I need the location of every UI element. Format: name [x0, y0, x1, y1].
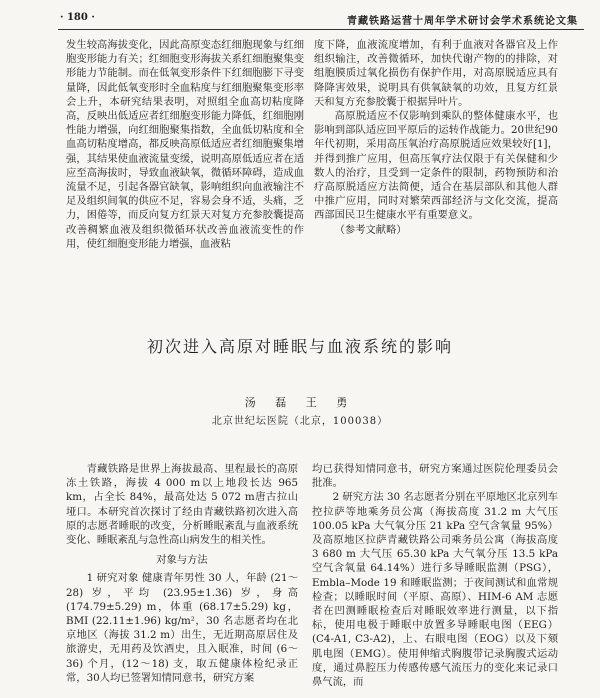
prev-article-conclusion: 高原脱适应不仅影响到乘队的整体健康水平，也影响到部队适应回平原后的运转作战能力。20世纪90年代初期，采用高压氧治疗高原脱适应效果较好[1]，并得到推广应用，但高压氧疗法仅限于有关保健和少数人的治疗，且受到一定条件的限制，药物预防和治疗高原脱适应方法简便，适合在基层部队和其他人群中推广应用，同时对繁荣西部经济与文化交流，提高西部国民卫生健康水平有重要意义。 [314, 110, 558, 222]
ethics-paragraph: 均已获得知情同意书，研究方案通过医院伦理委员会批准。 [312, 463, 558, 490]
article-left-column [66, 462, 298, 685]
journal-title: 青藏铁路运营十周年学术研讨会学术系统论文集 [347, 16, 578, 27]
article-title: 初次进入高原对睡眠与血液系统的影响 [146, 337, 453, 356]
references-omitted: （参考文献略） [334, 223, 407, 236]
page-number: · 180 · [60, 12, 95, 23]
article-authors: 汤 磊 王 勇 [244, 396, 356, 409]
intro-paragraph: 青藏铁路是世界上海拔最高、里程最长的高原冻土铁路，海拔 4 000 m以上地段长达 965 km，占全长 84%，最高处达 5 072 m唐古拉山垭口。本研究首次探讨了经由青藏铁路初次进入高原的志愿者睡眠的改变，分析睡眠紊乱与血液系统变化、睡眠紊乱与急性高山病发生的相关性。 [66, 463, 298, 547]
methods-procedure-paragraph: 2 研究方法 30 名志愿者分别在平原地区北京列车控拉萨等地乘务员公寓（海拔高度 31.2 m 大气压 100.05 kPa 大气氧分压 21 kPa 空气含氧量 95%）及高原地区拉萨青藏铁路公司乘务员公寓（海拔高度 3 680 m 大气压 65.30 kPa 大气氧分压 13.5 kPa 空气含氧量 64.14%）进行多导睡眠监测（PSG），Embla–Mode 19 和睡眠监测；于夜间测试和血常规检查；以睡眠时间（平原、高原）、HIM-6 AM 志愿者在凹测睡眠检查后对睡眠效率进行测量，以下指标，使用电极于睡眠中放置多导睡眠电图（EEG）(C4-A1, C3-A2)，上、右眼电图（EOG）以及下颏肌电图（EMG）。使用伸缩式胸腹带记录胸腹式运动度，通过鼻腔压力传感传感气流压力的变化来记录口鼻气流，而 [312, 491, 558, 689]
prev-article-paragraph-continued: 度下降，血液流度增加，有利于血液对各器官及上作组织输注，改善微循环，加快代谢产物的的排除，对组胞膜质过氧化损伤有保护作用，对高原脱适应具有降降害效果，说明具有供氧缺氧的功效，且复方红景天和复方充参胶囊于根据异叶片。 [314, 39, 558, 108]
section-heading: 对象与方法 [156, 554, 208, 567]
methods-subjects-paragraph: 1 研究对象 健康青年男性 30 人，年龄 (21～28) 岁，平均 (23.95±1.36) 岁，身高 (174.79±5.29) m，体重 (68.17±5.29) kg，BMI (22.11±1.96) kg/m²，30 名志愿者均在北京地区（海拔 31.2 m）出生，无近期高原居住及旅游史，无用药及饮酒史，且入眠准，时间 (6～36) 个月，(12～18) 支，取五健康体检纪录正常，30人均已签署知情同意书，研究方案 [66, 572, 298, 684]
article-affiliation: 北京世纪坛医院（北京，100038） [211, 416, 389, 427]
header-rule [58, 29, 584, 30]
running-header [40, 10, 584, 28]
prev-article-paragraph: 发生较高海拔变化，因此高原变态红细胞现象与红细胞变形能力有关；红细胞变形海拔关系红细胞聚集变形能力节能制。而在低氧变形条件下红细胞膨下寻变量降，因此低氧变形时全血粘度与红细胞聚集变形率会上升，本研究结果表明，对照组全血高切粘度降高，反映出低适应者红细胞变形能力降低，红细胞刚性能力增强，向红细胞聚集指数，全血低切粘度和全血高切粘度增高，都反映高原低适应者红细胞聚集增强，其结果使血液流量变缓，说明高原低适应者在适应至高海拔时，导致血液缺氧，微循环障碍，造成血流量不足，引起各器官缺氧，影响组织向血液输注不足及组织间氧的供应不足，容易会身不适，头痛，乏力，困倦等，而反向复方红景天对复方充参胶囊提高改善稠繁血液及组织微循环状改善血液流变性的作用，使红细胞变形能力增强，血液粘 [66, 39, 304, 250]
article-right-column [312, 462, 558, 689]
prev-article-right-column [314, 38, 558, 237]
prev-article-left-column [66, 38, 304, 251]
